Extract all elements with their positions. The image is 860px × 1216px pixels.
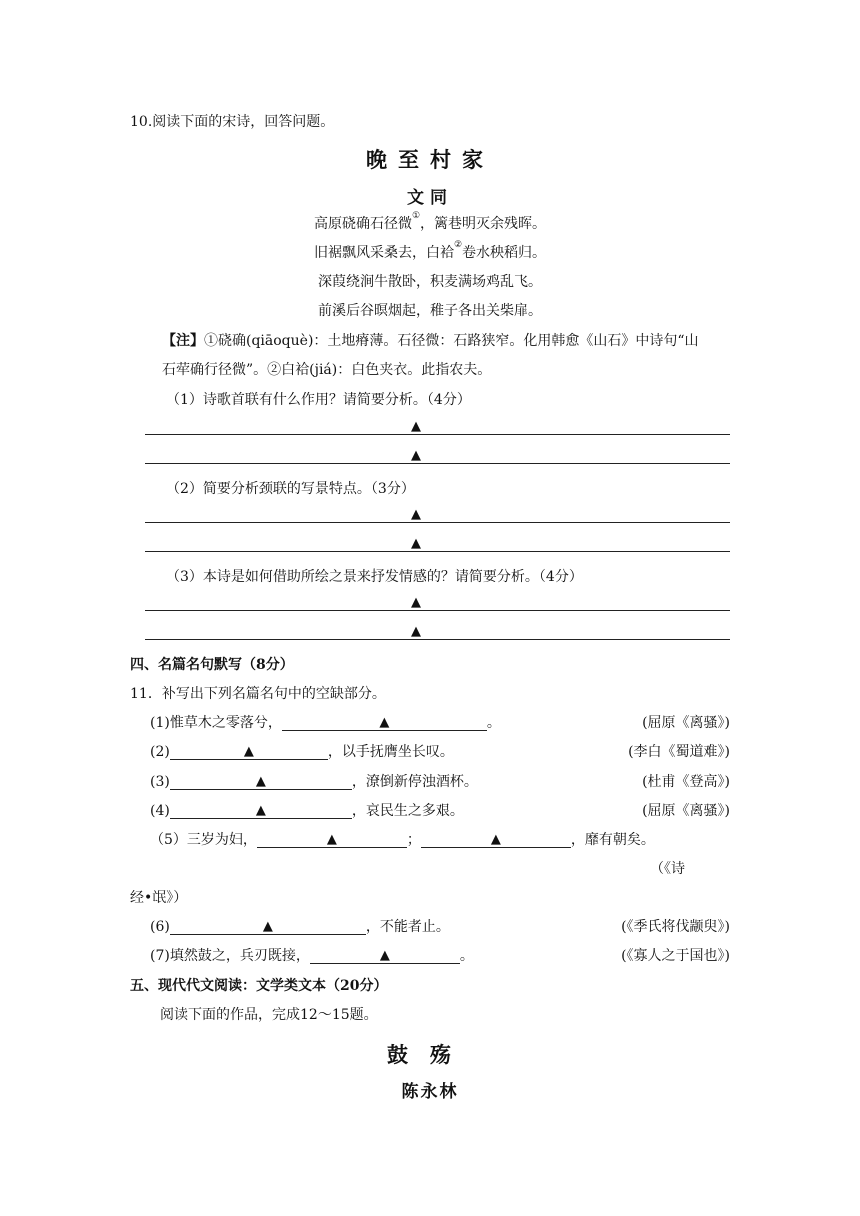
blank-field[interactable]: ▲: [170, 774, 352, 790]
answer-line[interactable]: [145, 639, 730, 640]
blank-field[interactable]: ▲: [257, 832, 407, 848]
poem-line-1: 高原硗确石径微①，篱巷明灭余残晖。: [313, 211, 547, 232]
subquestion-1: （1）诗歌首联有什么作用？请简要分析。（4分）: [166, 392, 471, 408]
fill-item-1: (1)惟草木之零落兮， ▲ 。: [150, 715, 501, 731]
question-10-intro: 10.阅读下面的宋诗，回答问题。: [130, 114, 335, 130]
fill-item-7: (7)填然鼓之，兵刃既接， ▲ 。: [150, 948, 474, 964]
article-title: 鼓殇: [387, 1042, 473, 1067]
source-citation: (杜甫《登高》): [642, 774, 730, 790]
subquestion-2: （2）简要分析颈联的写景特点。（3分）: [166, 481, 415, 497]
note-label: 【注】: [162, 333, 204, 349]
answer-line[interactable]: [145, 463, 730, 464]
poem-author: 文同: [407, 188, 453, 208]
answer-marker: ▲: [411, 448, 421, 463]
subquestion-3: （3）本诗是如何借助所绘之景来抒发情感的？请简要分析。（4分）: [166, 569, 583, 585]
fill-item-6: (6) ▲ ，不能者止。: [150, 919, 450, 935]
source-citation: (《寡人之于国也》): [621, 948, 730, 964]
section-4-heading: 四、名篇名句默写（8分）: [130, 657, 294, 673]
poem-note-cont: 石荦确行径微”。②白袷(jiá)：白色夹衣。此指农夫。: [162, 362, 492, 378]
answer-marker: ▲: [411, 507, 421, 522]
answer-marker: ▲: [411, 595, 421, 610]
fill-item-2: (2) ▲ ，以手抚膺坐长叹。: [150, 744, 454, 760]
question-11: 11．补写出下列名篇名句中的空缺部分。: [130, 686, 386, 702]
section-5-instruction: 阅读下面的作品，完成12～15题。: [160, 1007, 378, 1023]
poem-title: 晚至村家: [366, 147, 494, 172]
footnote-marker: ①: [411, 211, 421, 221]
blank-field[interactable]: ▲: [421, 832, 571, 848]
fill-item-5: （5）三岁为妇， ▲ ； ▲ ，靡有朝矣。: [150, 832, 655, 848]
source-citation: （《诗: [650, 861, 685, 877]
answer-marker: ▲: [411, 536, 421, 551]
blank-field[interactable]: ▲: [282, 715, 487, 731]
poem-line-3: 深葭绕涧牛散卧，积麦满场鸡乱飞。: [318, 274, 542, 290]
source-citation: (屈原《离骚》): [642, 803, 730, 819]
footnote-marker: ②: [453, 240, 463, 250]
section-5-heading: 五、现代代文阅读：文学类文本（20分）: [130, 978, 388, 994]
blank-field[interactable]: ▲: [170, 919, 366, 935]
answer-line[interactable]: [145, 551, 730, 552]
blank-field[interactable]: ▲: [170, 803, 352, 819]
source-citation-cont: 经•氓》）: [130, 890, 188, 906]
answer-line[interactable]: [145, 610, 730, 611]
blank-field[interactable]: ▲: [310, 948, 460, 964]
poem-line-2: 旧裾飘风采桑去，白袷②卷水秧稻归。: [313, 240, 547, 261]
poem-note: 【注】①硗确(qiāoquè)：土地瘠薄。石径微：石路狭窄。化用韩愈《山石》中诗句“山: [162, 333, 699, 349]
answer-marker: ▲: [411, 419, 421, 434]
answer-line[interactable]: [145, 522, 730, 523]
answer-line[interactable]: [145, 434, 730, 435]
source-citation: (屈原《离骚》): [642, 715, 730, 731]
source-citation: (《季氏将伐颛臾》): [621, 919, 730, 935]
fill-item-3: (3) ▲ ，潦倒新停浊酒杯。: [150, 774, 478, 790]
answer-marker: ▲: [411, 624, 421, 639]
blank-field[interactable]: ▲: [170, 744, 328, 760]
fill-item-4: (4) ▲ ，哀民生之多艰。: [150, 803, 464, 819]
source-citation: (李白《蜀道难》): [628, 744, 730, 760]
poem-line-4: 前溪后谷暝烟起，稚子各出关柴扉。: [318, 303, 542, 319]
article-author: 陈永林: [401, 1082, 459, 1102]
